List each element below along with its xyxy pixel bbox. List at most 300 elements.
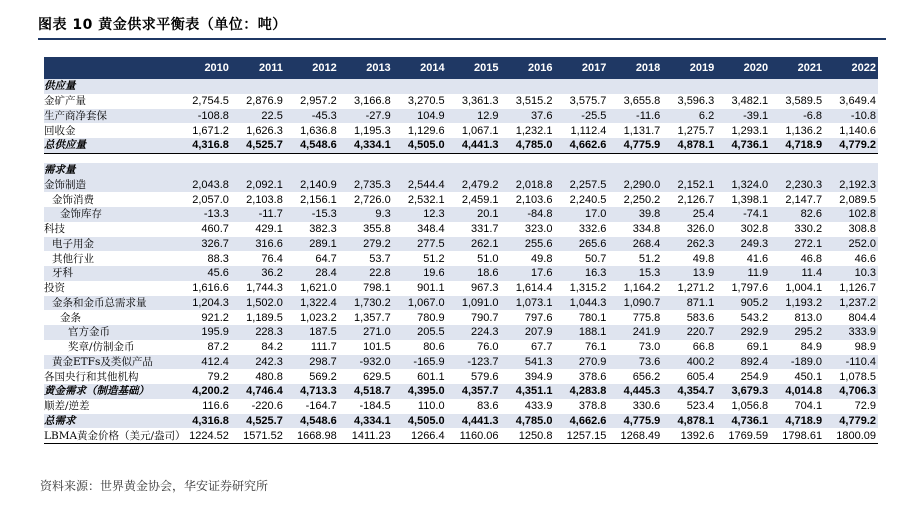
cell-2011: -11.7: [231, 207, 285, 222]
cell-2020: 4,736.1: [716, 138, 770, 153]
cell-2012: 64.7: [315, 252, 337, 265]
cell-2019: 1,275.7: [677, 124, 715, 137]
row-label: 总需求: [44, 414, 177, 429]
cell-2018: 241.9: [608, 325, 662, 340]
cell-2016: 67.7: [531, 341, 553, 354]
cell-2022: 252.0: [824, 237, 878, 252]
cell-2018: 73.0: [638, 341, 661, 354]
cell-2018: [608, 79, 662, 94]
cell-2012: 382.3: [309, 223, 337, 236]
cell-2021: 295.2: [770, 325, 824, 340]
cell-2015: 1,091.0: [447, 296, 501, 311]
cell-2020: 249.3: [716, 237, 770, 252]
cell-2010: 921.2: [201, 311, 229, 324]
year-header-2014: 2014: [393, 57, 447, 79]
cell-2015: 12.9: [447, 109, 501, 124]
supply-demand-table-wrap: [44, 57, 878, 444]
cell-2020: 69.1: [746, 341, 769, 354]
cell-2014: 780.9: [417, 311, 445, 324]
cell-2020: 1,293.1: [731, 124, 769, 137]
cell-2019: 605.4: [686, 370, 715, 383]
demand-row: [44, 266, 878, 281]
supply-row: [44, 123, 878, 138]
cell-2022: 308.8: [848, 223, 876, 236]
cell-2017: 780.1: [578, 311, 607, 324]
row-label: 金饰制造: [44, 178, 177, 193]
cell-2011: 4,525.7: [231, 138, 285, 153]
cell-2010: 460.7: [201, 223, 229, 236]
cell-2021: 2,230.3: [770, 178, 824, 193]
demand-row: [44, 325, 878, 340]
row-label: 官方金币: [44, 325, 177, 340]
demand-row: [44, 207, 878, 222]
cell-2011: 4,746.4: [231, 384, 285, 399]
cell-2015: [447, 163, 501, 178]
cell-2010: [177, 163, 231, 178]
cell-2015: 1160.06: [447, 428, 501, 443]
cell-2020: 292.9: [716, 325, 770, 340]
cell-2020: 254.9: [740, 370, 769, 383]
cell-2016: 17.6: [501, 266, 555, 281]
cell-2021: [770, 153, 824, 163]
cell-2010: -13.3: [177, 207, 231, 222]
cell-2021: 450.1: [794, 370, 823, 383]
cell-2013: -27.9: [339, 109, 393, 124]
row-label: 金饰库存: [44, 207, 177, 222]
cell-2011: -220.6: [251, 400, 283, 413]
spacer-row: [44, 153, 878, 163]
cell-2012: 2,957.2: [300, 95, 337, 108]
cell-2010: 1,204.3: [177, 296, 231, 311]
cell-2011: 1,502.0: [231, 296, 285, 311]
cell-2020: -74.1: [716, 207, 770, 222]
supply-demand-table: [44, 57, 878, 444]
cell-2010: 116.6: [202, 400, 229, 413]
cell-2012: 2,156.1: [300, 193, 337, 206]
cell-2012: 1,636.8: [300, 124, 337, 137]
cell-2018: 334.8: [632, 223, 661, 236]
cell-2010: 1224.52: [177, 428, 231, 443]
table-body: [44, 79, 878, 444]
cell-2011: 2,092.1: [231, 178, 285, 193]
cell-2017: -25.5: [554, 109, 608, 124]
cell-2017: 4,283.8: [554, 384, 608, 399]
cell-2014: 80.6: [423, 341, 445, 354]
cell-2011: 228.3: [231, 325, 285, 340]
cell-2021: 84.9: [800, 341, 823, 354]
cell-2010: 4,316.8: [177, 138, 231, 153]
row-label: 金条: [60, 311, 81, 324]
year-header-row: [44, 57, 878, 79]
cell-2021: 272.1: [770, 237, 824, 252]
cell-2014: 901.1: [417, 282, 445, 295]
cell-2016: 4,785.0: [501, 414, 555, 429]
cell-2014: [393, 163, 447, 178]
cell-2022: 10.3: [824, 266, 878, 281]
cell-2015: [447, 153, 501, 163]
cell-2015: 2,459.1: [461, 193, 499, 206]
cell-2016: 4,351.1: [501, 384, 555, 399]
cell-2016: 394.9: [524, 370, 553, 383]
cell-2017: 1,112.4: [570, 124, 607, 137]
cell-2014: -165.9: [393, 355, 447, 370]
cell-2013: 279.2: [339, 237, 393, 252]
cell-2019: 1,271.2: [677, 282, 715, 295]
cell-2011: 76.4: [261, 252, 283, 265]
cell-2012: 4,548.6: [285, 414, 339, 429]
cell-2019: [662, 153, 716, 163]
cell-2010: 1,671.2: [192, 124, 229, 137]
cell-2010: 88.3: [207, 252, 229, 265]
cell-2013: 271.0: [339, 325, 393, 340]
cell-2016: [501, 153, 555, 163]
cell-2022: 98.9: [854, 341, 876, 354]
row-label: 金条和金币总需求量: [44, 296, 177, 311]
lbma-price-row: [44, 428, 878, 443]
cell-2021: 330.2: [794, 223, 823, 236]
cell-2022: 4,706.3: [824, 384, 878, 399]
row-label: 需求量: [44, 163, 177, 178]
cell-2022: 1,237.2: [824, 296, 878, 311]
cell-2012: 1,023.2: [300, 311, 337, 324]
cell-2018: 3,655.8: [623, 95, 661, 108]
title-rule: [38, 38, 886, 40]
cell-2015: 3,361.3: [461, 95, 499, 108]
cell-2019: 262.3: [662, 237, 716, 252]
cell-2014: 110.0: [417, 400, 445, 413]
cell-2017: [554, 163, 608, 178]
cell-2016: 2,018.8: [501, 178, 555, 193]
cell-2022: 1800.09: [824, 428, 878, 443]
cell-2019: 2,152.1: [662, 178, 716, 193]
cell-2019: 6.2: [662, 109, 716, 124]
cell-2012: -45.3: [285, 109, 339, 124]
cell-2013: 629.5: [363, 370, 391, 383]
cell-2016: 797.6: [524, 311, 553, 324]
cell-2012: 28.4: [285, 266, 339, 281]
row-label: 供应量: [44, 79, 177, 94]
cell-2022: 2,192.3: [824, 178, 878, 193]
cell-2018: 15.3: [608, 266, 662, 281]
cell-2020: 1,056.8: [731, 400, 769, 413]
cell-2016: 37.6: [501, 109, 555, 124]
cell-2018: 1,164.2: [623, 282, 661, 295]
year-header-2016: 2016: [501, 57, 555, 79]
cell-2011: 242.3: [231, 355, 285, 370]
cell-2015: 20.1: [447, 207, 501, 222]
cell-2011: 429.1: [255, 223, 283, 236]
cell-2012: 1668.98: [285, 428, 339, 443]
cell-2017: 2,257.5: [554, 178, 608, 193]
cell-2012: 569.2: [309, 370, 337, 383]
source-note: 资料来源：世界黄金协会，华安证券研究所: [40, 479, 269, 493]
cell-2020: 1,324.0: [716, 178, 770, 193]
row-label: [44, 153, 177, 163]
cell-2015: 790.7: [471, 311, 499, 324]
cell-2016: 4,785.0: [501, 138, 555, 153]
cell-2011: 316.6: [231, 237, 285, 252]
cell-2016: 323.0: [524, 223, 553, 236]
row-label: 电子用金: [44, 237, 177, 252]
cell-2017: 1257.15: [554, 428, 608, 443]
cell-2018: 51.2: [638, 252, 661, 265]
cell-2016: 1,614.4: [515, 282, 553, 295]
cell-2011: 2,103.8: [246, 193, 283, 206]
cell-2016: 207.9: [501, 325, 555, 340]
cell-2017: 4,662.6: [554, 414, 608, 429]
cell-2017: 378.6: [578, 370, 607, 383]
cell-2022: [824, 163, 878, 178]
cell-2013: [339, 79, 393, 94]
cell-2015: 76.0: [477, 341, 499, 354]
cell-2015: 4,441.3: [447, 138, 501, 153]
cell-2019: 3,596.3: [677, 95, 715, 108]
cell-2019: [662, 163, 716, 178]
cell-2020: 3,679.3: [716, 384, 770, 399]
cell-2020: 41.6: [746, 252, 769, 265]
cell-2021: 1,193.2: [770, 296, 824, 311]
cell-2022: 3,649.4: [839, 95, 876, 108]
cell-2017: 76.1: [584, 341, 607, 354]
cell-2021: 4,718.9: [770, 138, 824, 153]
cell-2012: 2,140.9: [285, 178, 339, 193]
cell-2014: 19.6: [393, 266, 447, 281]
cell-2010: 326.7: [177, 237, 231, 252]
cell-2014: [393, 153, 447, 163]
total-demand-row: [44, 414, 878, 429]
cell-2010: -108.8: [177, 109, 231, 124]
cell-2021: -189.0: [770, 355, 824, 370]
cell-2014: 348.4: [417, 223, 445, 236]
cell-2017: 1,315.2: [569, 282, 607, 295]
cell-2020: 4,736.1: [716, 414, 770, 429]
cell-2018: -11.6: [608, 109, 662, 124]
figure-title: 图表 10 黄金供求平衡表（单位：吨）: [38, 17, 287, 33]
cell-2013: 4,334.1: [339, 138, 393, 153]
cell-2019: 523.4: [686, 400, 715, 413]
cell-2015: 331.7: [471, 223, 499, 236]
cell-2019: 4,354.7: [662, 384, 716, 399]
cell-2013: 4,518.7: [339, 384, 393, 399]
cell-2018: 4,775.9: [608, 138, 662, 153]
cell-2021: 2,147.7: [785, 193, 823, 206]
cell-2016: 541.3: [501, 355, 555, 370]
cell-2012: 4,713.3: [285, 384, 339, 399]
demand-row: [44, 222, 878, 237]
cell-2015: 4,357.7: [447, 384, 501, 399]
cell-2017: 2,240.5: [569, 193, 607, 206]
cell-2021: 46.8: [800, 252, 823, 265]
cell-2022: 46.6: [854, 252, 876, 265]
cell-2010: 45.6: [177, 266, 231, 281]
cell-2015: 224.3: [447, 325, 501, 340]
cell-2018: 656.2: [632, 370, 661, 383]
cell-2018: 1,131.7: [623, 124, 661, 137]
cell-2021: 704.1: [794, 400, 823, 413]
cell-2021: 82.6: [770, 207, 824, 222]
cell-2019: 25.4: [662, 207, 716, 222]
cell-2020: 3,482.1: [731, 95, 769, 108]
row-label: 黄金ETFs及类似产品: [44, 355, 177, 370]
row-label: LBMA黄金价格（美元/盎司）: [44, 429, 186, 442]
cell-2012: [285, 153, 339, 163]
demand-row: [44, 251, 878, 266]
demand-total-row: [44, 384, 878, 399]
row-label: 生产商净套保: [44, 109, 177, 124]
cell-2018: 4,775.9: [608, 414, 662, 429]
cell-2013: 1,195.3: [353, 124, 391, 137]
cell-2022: 1,126.7: [839, 282, 876, 295]
cell-2013: [339, 153, 393, 163]
cell-2014: [393, 79, 447, 94]
cell-2012: 187.5: [285, 325, 339, 340]
cell-2010: 2,754.5: [192, 95, 229, 108]
year-header-2020: 2020: [716, 57, 770, 79]
year-header-2012: 2012: [285, 57, 339, 79]
cell-2011: [231, 153, 285, 163]
cell-2013: 101.5: [363, 341, 391, 354]
cell-2010: 4,316.8: [177, 414, 231, 429]
cell-2012: 1,322.4: [285, 296, 339, 311]
cell-2022: 2,089.5: [839, 193, 876, 206]
cell-2019: 66.8: [692, 341, 715, 354]
cell-2020: 11.9: [716, 266, 770, 281]
row-label: 回收金: [44, 124, 76, 137]
cell-2016: 1,073.1: [501, 296, 555, 311]
cell-2010: [177, 79, 231, 94]
cell-2015: 2,479.2: [447, 178, 501, 193]
cell-2010: 87.2: [207, 341, 229, 354]
cell-2013: 798.1: [363, 282, 391, 295]
cell-2015: 967.3: [471, 282, 499, 295]
cell-2015: 51.0: [477, 252, 499, 265]
demand-row: [44, 369, 878, 384]
year-header-2010: 2010: [177, 57, 231, 79]
cell-2015: 579.6: [471, 370, 499, 383]
cell-2012: [285, 79, 339, 94]
cell-2013: 9.3: [339, 207, 393, 222]
cell-2016: [501, 163, 555, 178]
cell-2020: 892.4: [716, 355, 770, 370]
year-header-2021: 2021: [770, 57, 824, 79]
cell-2011: [231, 163, 285, 178]
cell-2019: [662, 79, 716, 94]
cell-2015: 262.1: [447, 237, 501, 252]
cell-2021: 4,014.8: [770, 384, 824, 399]
supply-section-header: [44, 79, 878, 94]
supply-total-row: [44, 138, 878, 153]
year-header-2018: 2018: [608, 57, 662, 79]
cell-2010: 412.4: [177, 355, 231, 370]
cell-2019: 583.6: [686, 311, 715, 324]
cell-2012: 298.7: [285, 355, 339, 370]
row-label: 科技: [44, 223, 65, 236]
cell-2011: 1,189.5: [246, 311, 283, 324]
cell-2010: 4,200.2: [177, 384, 231, 399]
cell-2012: [285, 163, 339, 178]
cell-2015: 1,067.1: [461, 124, 499, 137]
cell-2022: [824, 79, 878, 94]
cell-2016: -84.8: [501, 207, 555, 222]
year-header-2017: 2017: [554, 57, 608, 79]
cell-2019: 220.7: [662, 325, 716, 340]
cell-2016: 2,103.6: [515, 193, 553, 206]
year-header-2015: 2015: [447, 57, 501, 79]
demand-row: [44, 340, 878, 355]
cell-2011: 84.2: [261, 341, 283, 354]
cell-2019: 871.1: [662, 296, 716, 311]
cell-2020: [716, 163, 770, 178]
cell-2012: 289.1: [285, 237, 339, 252]
cell-2019: 13.9: [662, 266, 716, 281]
cell-2013: 1411.23: [339, 428, 393, 443]
cell-2014: 12.3: [393, 207, 447, 222]
cell-2014: 1,129.6: [407, 124, 445, 137]
cell-2022: -110.4: [824, 355, 878, 370]
cell-2015: [447, 79, 501, 94]
cell-2017: [554, 153, 608, 163]
demand-row: [44, 310, 878, 325]
cell-2018: 775.8: [632, 311, 661, 324]
cell-2022: 102.8: [824, 207, 878, 222]
demand-row: [44, 281, 878, 296]
demand-row: [44, 296, 878, 311]
demand-row: [44, 178, 878, 193]
cell-2018: 330.6: [632, 400, 661, 413]
cell-2016: 1,232.1: [515, 124, 553, 137]
cell-2019: 4,878.1: [662, 138, 716, 153]
cell-2018: 73.6: [608, 355, 662, 370]
cell-2022: 4,779.2: [824, 414, 878, 429]
cell-2018: [608, 153, 662, 163]
cell-2011: 22.5: [231, 109, 285, 124]
cell-2010: 2,043.8: [177, 178, 231, 193]
cell-2014: 104.9: [393, 109, 447, 124]
cell-2014: 205.5: [393, 325, 447, 340]
cell-2014: 277.5: [393, 237, 447, 252]
cell-2017: 378.8: [578, 400, 607, 413]
cell-2021: [770, 163, 824, 178]
year-header-2011: 2011: [231, 57, 285, 79]
cell-2017: 265.6: [554, 237, 608, 252]
supply-row: [44, 94, 878, 109]
cell-2021: 3,589.5: [785, 95, 823, 108]
cell-2022: 1,140.6: [839, 124, 876, 137]
cell-2022: 804.4: [848, 311, 876, 324]
cell-2017: 270.9: [554, 355, 608, 370]
row-label: 总供应量: [44, 138, 177, 153]
cell-2011: 1571.52: [231, 428, 285, 443]
cell-2019: 49.8: [692, 252, 715, 265]
cell-2017: 17.0: [554, 207, 608, 222]
row-label: 黄金需求（制造基础）: [44, 384, 177, 399]
cell-2020: 1,797.6: [731, 282, 769, 295]
cell-2010: [177, 153, 231, 163]
cell-2014: 2,544.4: [393, 178, 447, 193]
cell-2017: 188.1: [554, 325, 608, 340]
cell-2011: [231, 79, 285, 94]
cell-2022: [824, 153, 878, 163]
year-header-2022: 2022: [824, 57, 878, 79]
year-header-2019: 2019: [662, 57, 716, 79]
cell-2018: 1268.49: [608, 428, 662, 443]
cell-2019: 400.2: [662, 355, 716, 370]
surplus-row: [44, 399, 878, 414]
cell-2013: -932.0: [339, 355, 393, 370]
cell-2013: 4,334.1: [339, 414, 393, 429]
demand-row: [44, 192, 878, 207]
cell-2013: -184.5: [359, 400, 391, 413]
